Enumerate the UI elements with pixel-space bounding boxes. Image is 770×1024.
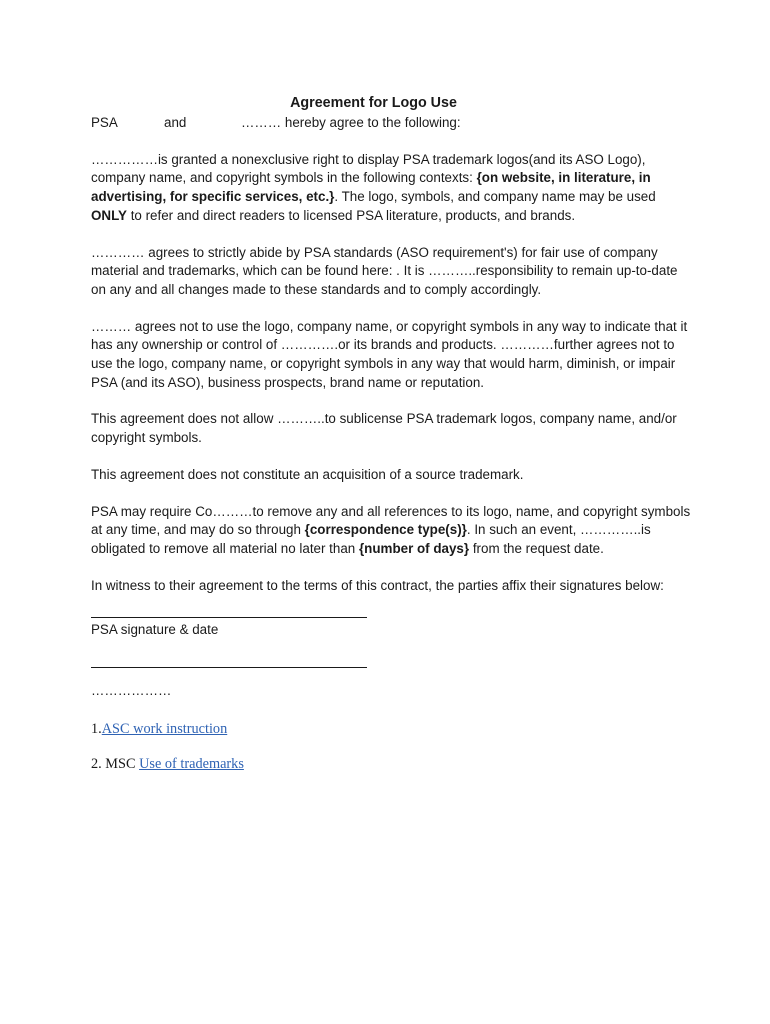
reference-2: [91, 755, 691, 774]
psa-signature-line: [91, 617, 367, 618]
second-signature-placeholder: ………………: [91, 683, 172, 699]
paragraph-grant: [91, 151, 691, 226]
paragraph-no-ownership: ……… agrees not to use the logo, company name, or copyright symbols in any way to indicate that it has any ownership or control of ………….or its brands and products. …………further agrees not to use the logo, company name, or copyright symbols in any way that would harm, diminish, or impair PSA (and its ASO), business prospects, brand name or reputation.: [91, 318, 688, 390]
paragraph-witness: In witness to their agreement to the terms of this contract, the parties affix their signatures below:: [91, 577, 664, 593]
removal-text-1: PSA may require Co………to remove any and all references to its logo, name, and copyright symbols at any time, and may do so through: [91, 503, 691, 538]
paragraph-removal: [91, 503, 691, 559]
use-of-trademarks-link[interactable]: Use of trademarks: [139, 756, 244, 773]
asc-work-instruction-link[interactable]: ASC work instruction: [101, 720, 228, 737]
reference-2-prefix: 2. MSC: [91, 756, 140, 773]
party-two-placeholder: ……… hereby agree to the following:: [241, 115, 461, 130]
paragraph-no-sublicense: This agreement does not allow ………..to sublicense PSA trademark logos, company name, and/or copyright symbols.: [91, 411, 677, 446]
paragraph-no-acquisition: This agreement does not constitute an acquisition of a source trademark.: [91, 466, 524, 482]
grant-text-2: . The logo, symbols, and company name may be used: [334, 189, 656, 205]
grant-text-1: ……………is granted a nonexclusive right to display PSA trademark logos(and its ASO Logo), company name, and copyright symbols in the following contexts:: [91, 151, 646, 186]
grant-text-3: to refer and direct readers to licensed PSA literature, products, and brands.: [126, 207, 576, 223]
document-title: Agreement for Logo Use: [290, 95, 457, 111]
removal-text-2: . In such an event, …………..is obligated to remove all material no later than: [91, 522, 651, 556]
document-body: [91, 94, 691, 774]
parties-line: [91, 114, 691, 133]
correspondence-type-placeholder: {correspondence type(s)}: [304, 522, 467, 538]
number-of-days-placeholder: {number of days}: [358, 540, 470, 556]
grant-only-emphasis: ONLY: [91, 207, 127, 223]
second-signature-line: [91, 667, 367, 668]
reference-1: [91, 720, 691, 739]
psa-signature-caption: PSA signature & date: [91, 622, 219, 638]
party-conjunction: and: [164, 115, 187, 130]
reference-1-prefix: 1.: [91, 720, 102, 737]
paragraph-standards: ………… agrees to strictly abide by PSA standards (ASO requirement's) for fair use of company material and trademarks, which can be found here: . It is ………..responsibility to remain up-to-date on any and all changes made to these standards and to comply accordingly.: [91, 244, 678, 297]
grant-contexts-placeholder: {on website, in literature, in advertising, for specific services, etc.}: [91, 170, 651, 205]
removal-text-3: from the request date.: [469, 540, 604, 556]
party-psa: PSA: [91, 115, 118, 130]
